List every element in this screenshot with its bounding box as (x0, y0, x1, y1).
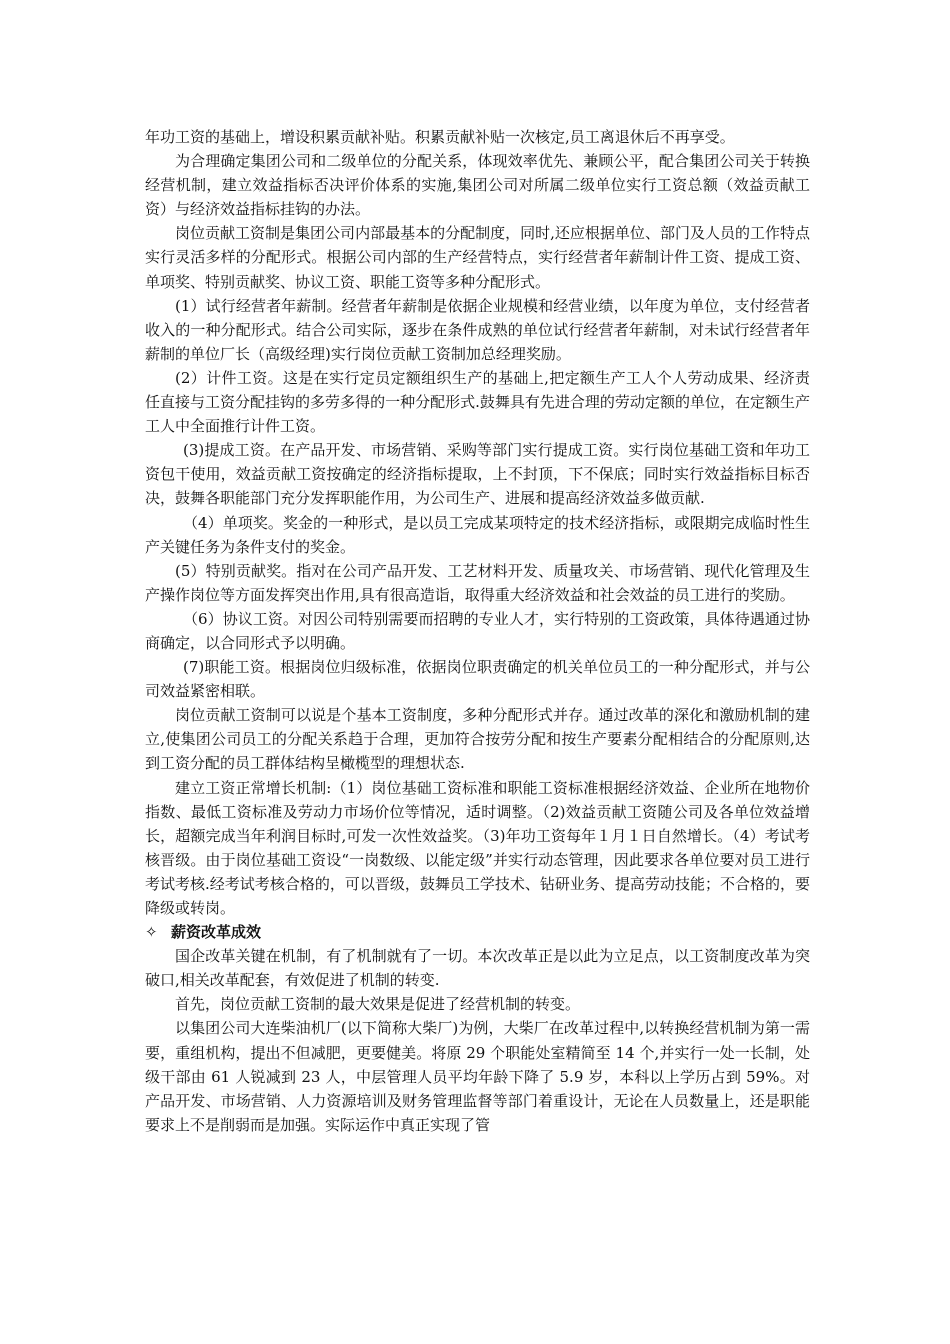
paragraph: (1）试行经营者年薪制。经营者年薪制是依据企业规模和经营业绩，以年度为单位，支付经营者收入的一种分配形式。结合公司实际，逐步在条件成熟的单位试行经营者年薪制，对未试行经营者年薪制的单位厂长（高级经理)实行岗位贡献工资制加总经理奖励。 (145, 296, 810, 363)
paragraph: 首先，岗位贡献工资制的最大效果是促进了经营机制的转变。 (175, 995, 581, 1014)
paragraph: （4）单项奖。奖金的一种形式，是以员工完成某项特定的技术经济指标，或限期完成临时性生产关键任务为条件支付的奖金。 (145, 513, 810, 556)
paragraph: 以集团公司大连柴油机厂(以下简称大柴厂)为例，大柴厂在改革过程中,以转换经营机制为第一需要，重组机构，提出不但减肥，更要健美。将原 29 个职能处室精简至 14 个,并实行一处一长制，处级干部由 61 人锐减到 23 人，中层管理人员平均年龄下降了 5.9 岁，本科以上学历占到 59%。对产品开发、市场营销、人力资源培训及财务管理监督等部门着重设计，无论在人员数量上，还是职能要求上不是削弱而是加强。实际运作中真正实现了管 (145, 1019, 810, 1134)
diamond-bullet-icon: ✧ (145, 923, 158, 942)
paragraph: 岗位贡献工资制可以说是个基本工资制度，多种分配形式并存。通过改革的深化和激励机制的建立,使集团公司员工的分配关系趋于合理，更加符合按劳分配和按生产要素分配相结合的分配原则,达到工资分配的员工群体结构呈橄榄型的理想状态. (145, 706, 810, 773)
paragraph: (2）计件工资。这是在实行定员定额组织生产的基础上,把定额生产工人个人劳动成果、经济责任直接与工资分配挂钩的多劳多得的一种分配形式.鼓舞具有先进合理的劳动定额的单位，在定额生产工人中全面推行计件工资。 (145, 368, 810, 436)
section-title: 薪资改革成效 (171, 923, 262, 942)
paragraph: (5）特别贡献奖。指对在公司产品开发、工艺材料开发、质量攻关、市场营销、现代化管理及生产操作岗位等方面发挥突出作用,具有很高造诣，取得重大经济效益和社会效益的员工进行的奖励。 (145, 561, 810, 604)
paragraph: 为合理确定集团公司和二级单位的分配关系，体现效率优先、兼顾公平，配合集团公司关于转换经营机制，建立效益指标否决评价体系的实施,集团公司对所属二级单位实行工资总额（效益贡献工资）与经济效益指标挂钩的办法。 (145, 152, 810, 219)
paragraph: 国企改革关键在机制，有了机制就有了一切。本次改革正是以此为立足点，以工资制度改革为突破口,相关改革配套，有效促进了机制的转变. (145, 947, 810, 990)
paragraph: 建立工资正常增长机制:（1）岗位基础工资标准和职能工资标准根据经济效益、企业所在地物价指数、最低工资标准及劳动力市场价位等情况，适时调整。（2)效益贡献工资随公司及各单位效益增长，超额完成当年利润目标时,可发一次性效益奖。（3)年功工资每年１月１日自然增长。（4）考试考核晋级。由于岗位基础工资设“一岗数级、以能定级”并实行动态管理，因此要求各单位要对员工进行考试考核.经考试考核合格的，可以晋级，鼓舞员工学技术、钻研业务、提高劳动技能；不合格的，要降级或转岗。 (145, 778, 810, 917)
paragraph: （6）协议工资。对因公司特别需要而招聘的专业人才，实行特别的工资政策，具体待遇通过协商确定，以合同形式予以明确。 (145, 609, 810, 652)
paragraph: 岗位贡献工资制是集团公司内部最基本的分配制度，同时,还应根据单位、部门及人员的工作特点实行灵活多样的分配形式。根据公司内部的生产经营特点，实行经营者年薪制计件工资、提成工资、单项奖、特别贡献奖、协议工资、职能工资等多种分配形式。 (145, 224, 810, 291)
paragraph: (3)提成工资。在产品开发、市场营销、采购等部门实行提成工资。实行岗位基础工资和年功工资包干使用，效益贡献工资按确定的经济指标提取，上不封顶，下不保底；同时实行效益指标目标否决，鼓舞各职能部门充分发挥职能作用，为公司生产、进展和提高经济效益多做贡献. (145, 441, 810, 508)
section-heading (145, 920, 810, 944)
paragraph: 年功工资的基础上，增设积累贡献补贴。积累贡献补贴一次核定,员工离退休后不再享受。 (145, 128, 735, 146)
document-page (145, 125, 810, 1137)
paragraph: (7)职能工资。根据岗位归级标准，依据岗位职责确定的机关单位员工的一种分配形式，并与公司效益紧密相联。 (145, 658, 810, 701)
